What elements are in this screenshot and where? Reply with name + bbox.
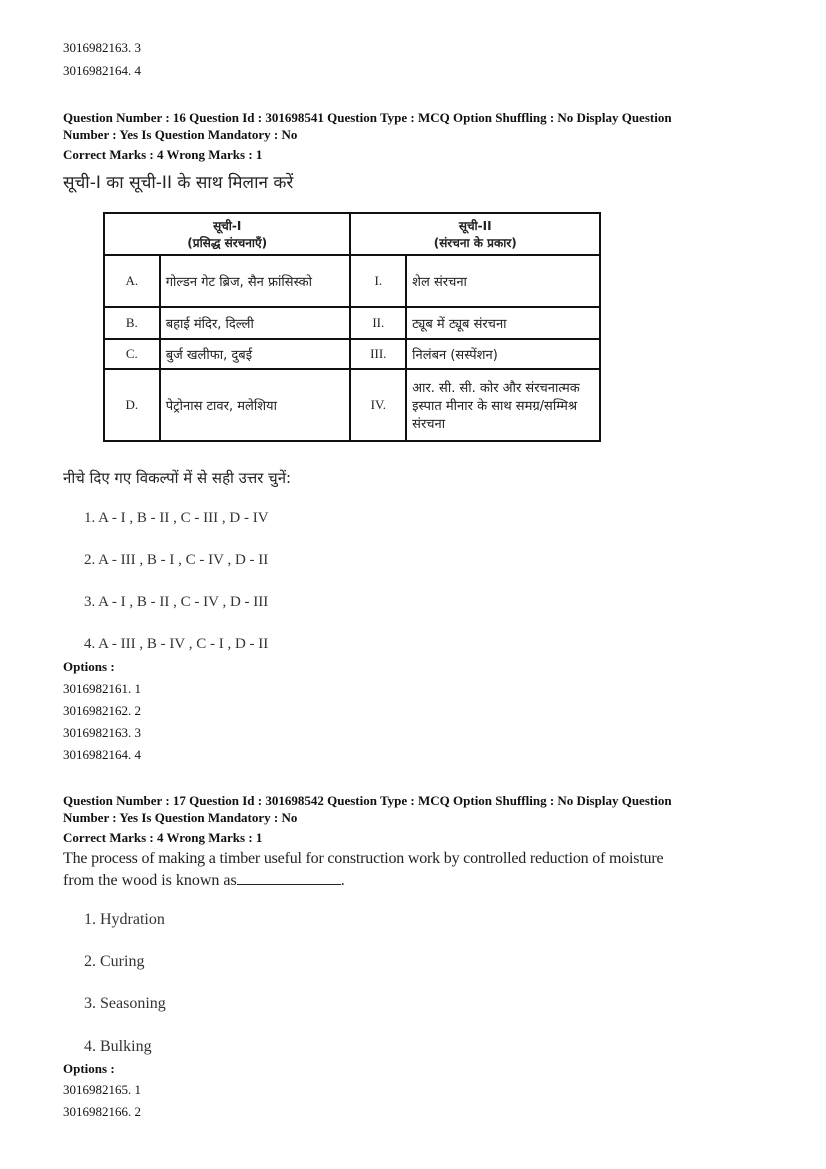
table-row: [104, 339, 600, 369]
option-id-line: 3016982164. 4: [63, 63, 141, 78]
option-id-line: 3016982162. 2: [63, 703, 141, 718]
structure-name: बुर्ज खलीफा, दुबई: [160, 339, 351, 369]
list1-title: सूची-I: [213, 219, 242, 233]
answer-choice: 3. Seasoning: [84, 995, 166, 1012]
option-id-line: 3016982161. 1: [63, 681, 141, 696]
option-id-line: 3016982164. 4: [63, 747, 141, 762]
q17-text-line2-words: from the wood is known as: [63, 872, 237, 889]
answer-choice: 4. Bulking: [84, 1038, 152, 1055]
answer-blank: [237, 872, 341, 885]
structure-name: पेट्रोनास टावर, मलेशिया: [160, 369, 351, 441]
q16-header-line2: Number : Yes Is Question Mandatory : No: [63, 127, 298, 142]
row-label: III.: [350, 339, 406, 369]
table-row: [104, 307, 600, 339]
table-row: [104, 255, 600, 307]
q17-text-end: .: [340, 872, 345, 889]
list2-header: [350, 213, 600, 255]
q17-header-line2: Number : Yes Is Question Mandatory : No: [63, 810, 298, 825]
structure-type: आर. सी. सी. कोर और संरचनात्मक इस्पात मीनार के साथ समग्र/सम्मिश्र संरचना: [406, 369, 600, 441]
match-table: [103, 212, 601, 442]
q17-header-line1: Question Number : 17 Question Id : 301698542 Question Type : MCQ Option Shuffling : No Display Question: [63, 793, 672, 808]
q17-text-line1: The process of making a timber useful for construction work by controlled reduction of moisture: [63, 850, 664, 867]
option-id-line: 3016982163. 3: [63, 40, 141, 55]
list2-subtitle: (संरचना के प्रकार): [433, 236, 517, 250]
option-id-line: 3016982165. 1: [63, 1082, 141, 1097]
structure-name: बहाई मंदिर, दिल्ली: [160, 307, 351, 339]
table-row: [104, 369, 600, 441]
list1-header: [104, 213, 350, 255]
structure-type: शेल संरचना: [406, 255, 600, 307]
answer-choice: 3. A - I , B - II , C - IV , D - III: [84, 594, 269, 610]
row-label: A.: [104, 255, 160, 307]
q16-header-line1: Question Number : 16 Question Id : 301698541 Question Type : MCQ Option Shuffling : No Display Question: [63, 110, 672, 125]
match-table-header: [104, 213, 600, 255]
row-label: I.: [350, 255, 406, 307]
answer-choice: 1. Hydration: [84, 911, 165, 928]
answer-choice: 4. A - III , B - IV , C - I , D - II: [84, 636, 269, 652]
q17-marks: Correct Marks : 4 Wrong Marks : 1: [63, 830, 263, 845]
row-label: II.: [350, 307, 406, 339]
options-label: Options :: [63, 659, 115, 674]
q16-choose-instruction: नीचे दिए गए विकल्पों में से सही उत्तर चुनें:: [63, 469, 292, 487]
answer-choice: 1. A - I , B - II , C - III , D - IV: [84, 510, 269, 526]
answer-choice: 2. Curing: [84, 953, 145, 970]
row-label: B.: [104, 307, 160, 339]
structure-type: निलंबन (सस्पेंशन): [406, 339, 600, 369]
option-id-line: 3016982166. 2: [63, 1104, 141, 1119]
q16-prompt: सूची-I का सूची-II के साथ मिलान करें: [63, 173, 294, 193]
q17-text-line2: [63, 872, 345, 890]
structure-name: गोल्डन गेट ब्रिज, सैन फ्रांसिस्को: [160, 255, 351, 307]
list2-title: सूची-II: [458, 219, 492, 233]
structure-type: ट्यूब में ट्यूब संरचना: [406, 307, 600, 339]
option-id-line: 3016982163. 3: [63, 725, 141, 740]
q16-marks: Correct Marks : 4 Wrong Marks : 1: [63, 147, 263, 162]
row-label: C.: [104, 339, 160, 369]
options-label: Options :: [63, 1061, 115, 1076]
answer-choice: 2. A - III , B - I , C - IV , D - II: [84, 552, 269, 568]
row-label: IV.: [350, 369, 406, 441]
row-label: D.: [104, 369, 160, 441]
list1-subtitle: (प्रसिद्ध संरचनाएँ): [187, 236, 268, 250]
